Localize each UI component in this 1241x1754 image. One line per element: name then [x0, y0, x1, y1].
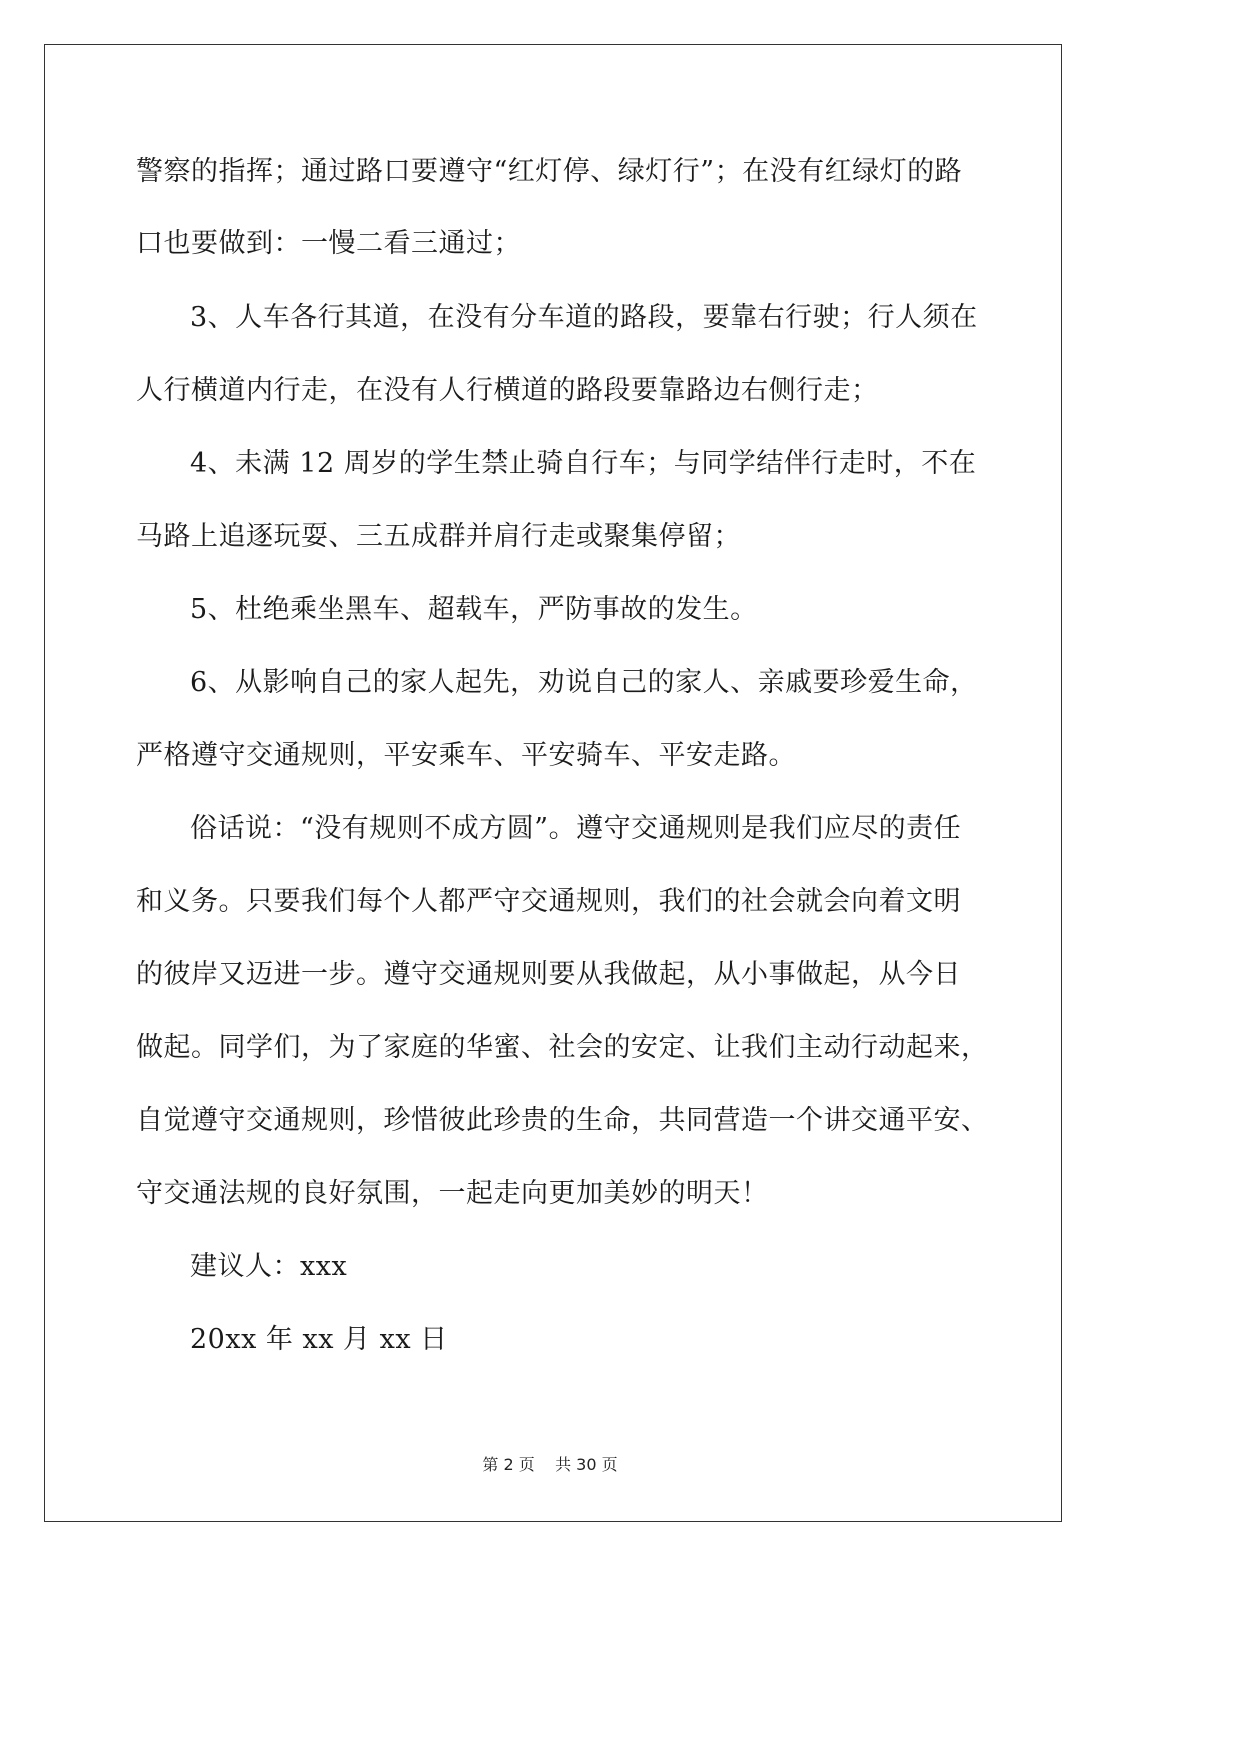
- text-line-14: 自觉遵守交通规则，珍惜彼此珍贵的生命，共同营造一个讲交通平安、: [136, 1105, 989, 1136]
- text-line-4: 人行横道内行走，在没有人行横道的路段要靠路边右侧行走；: [136, 375, 879, 406]
- text-line-12: 的彼岸又迈进一步。遵守交通规则要从我做起，从小事做起，从今日: [136, 959, 961, 990]
- signature-date: 20xx 年 xx 月 xx 日: [190, 1324, 448, 1355]
- text-line-15: 守交通法规的良好氛围，一起走向更加美妙的明天！: [136, 1178, 769, 1209]
- text-line-7: 5、杜绝乘坐黑车、超载车，严防事故的发生。: [190, 594, 758, 625]
- text-line-11: 和义务。只要我们每个人都严守交通规则，我们的社会就会向着文明: [136, 886, 961, 917]
- text-line-3: 3、人车各行其道，在没有分车道的路段，要靠右行驶；行人须在: [190, 302, 978, 333]
- text-line-6: 马路上追逐玩耍、三五成群并肩行走或聚集停留；: [136, 521, 741, 552]
- text-line-1: 警察的指挥；通过路口要遵守“红灯停、绿灯行”；在没有红绿灯的路: [136, 156, 963, 187]
- text-line-2: 口也要做到：一慢二看三通过；: [136, 228, 521, 259]
- page-border: [44, 44, 1062, 1522]
- page-number-footer: 第 2 页 共 30 页: [482, 1455, 618, 1474]
- signature-proposer: 建议人：xxx: [190, 1251, 348, 1282]
- text-line-13: 做起。同学们，为了家庭的华蜜、社会的安定、让我们主动行动起来，: [136, 1032, 989, 1063]
- text-line-8: 6、从影响自己的家人起先，劝说自己的家人、亲戚要珍爱生命，: [190, 667, 978, 698]
- text-line-9: 严格遵守交通规则，平安乘车、平安骑车、平安走路。: [136, 740, 796, 771]
- text-line-5: 4、未满 12 周岁的学生禁止骑自行车；与同学结伴行走时，不在: [190, 448, 977, 479]
- text-line-10: 俗话说：“没有规则不成方圆”。遵守交通规则是我们应尽的责任: [190, 813, 962, 844]
